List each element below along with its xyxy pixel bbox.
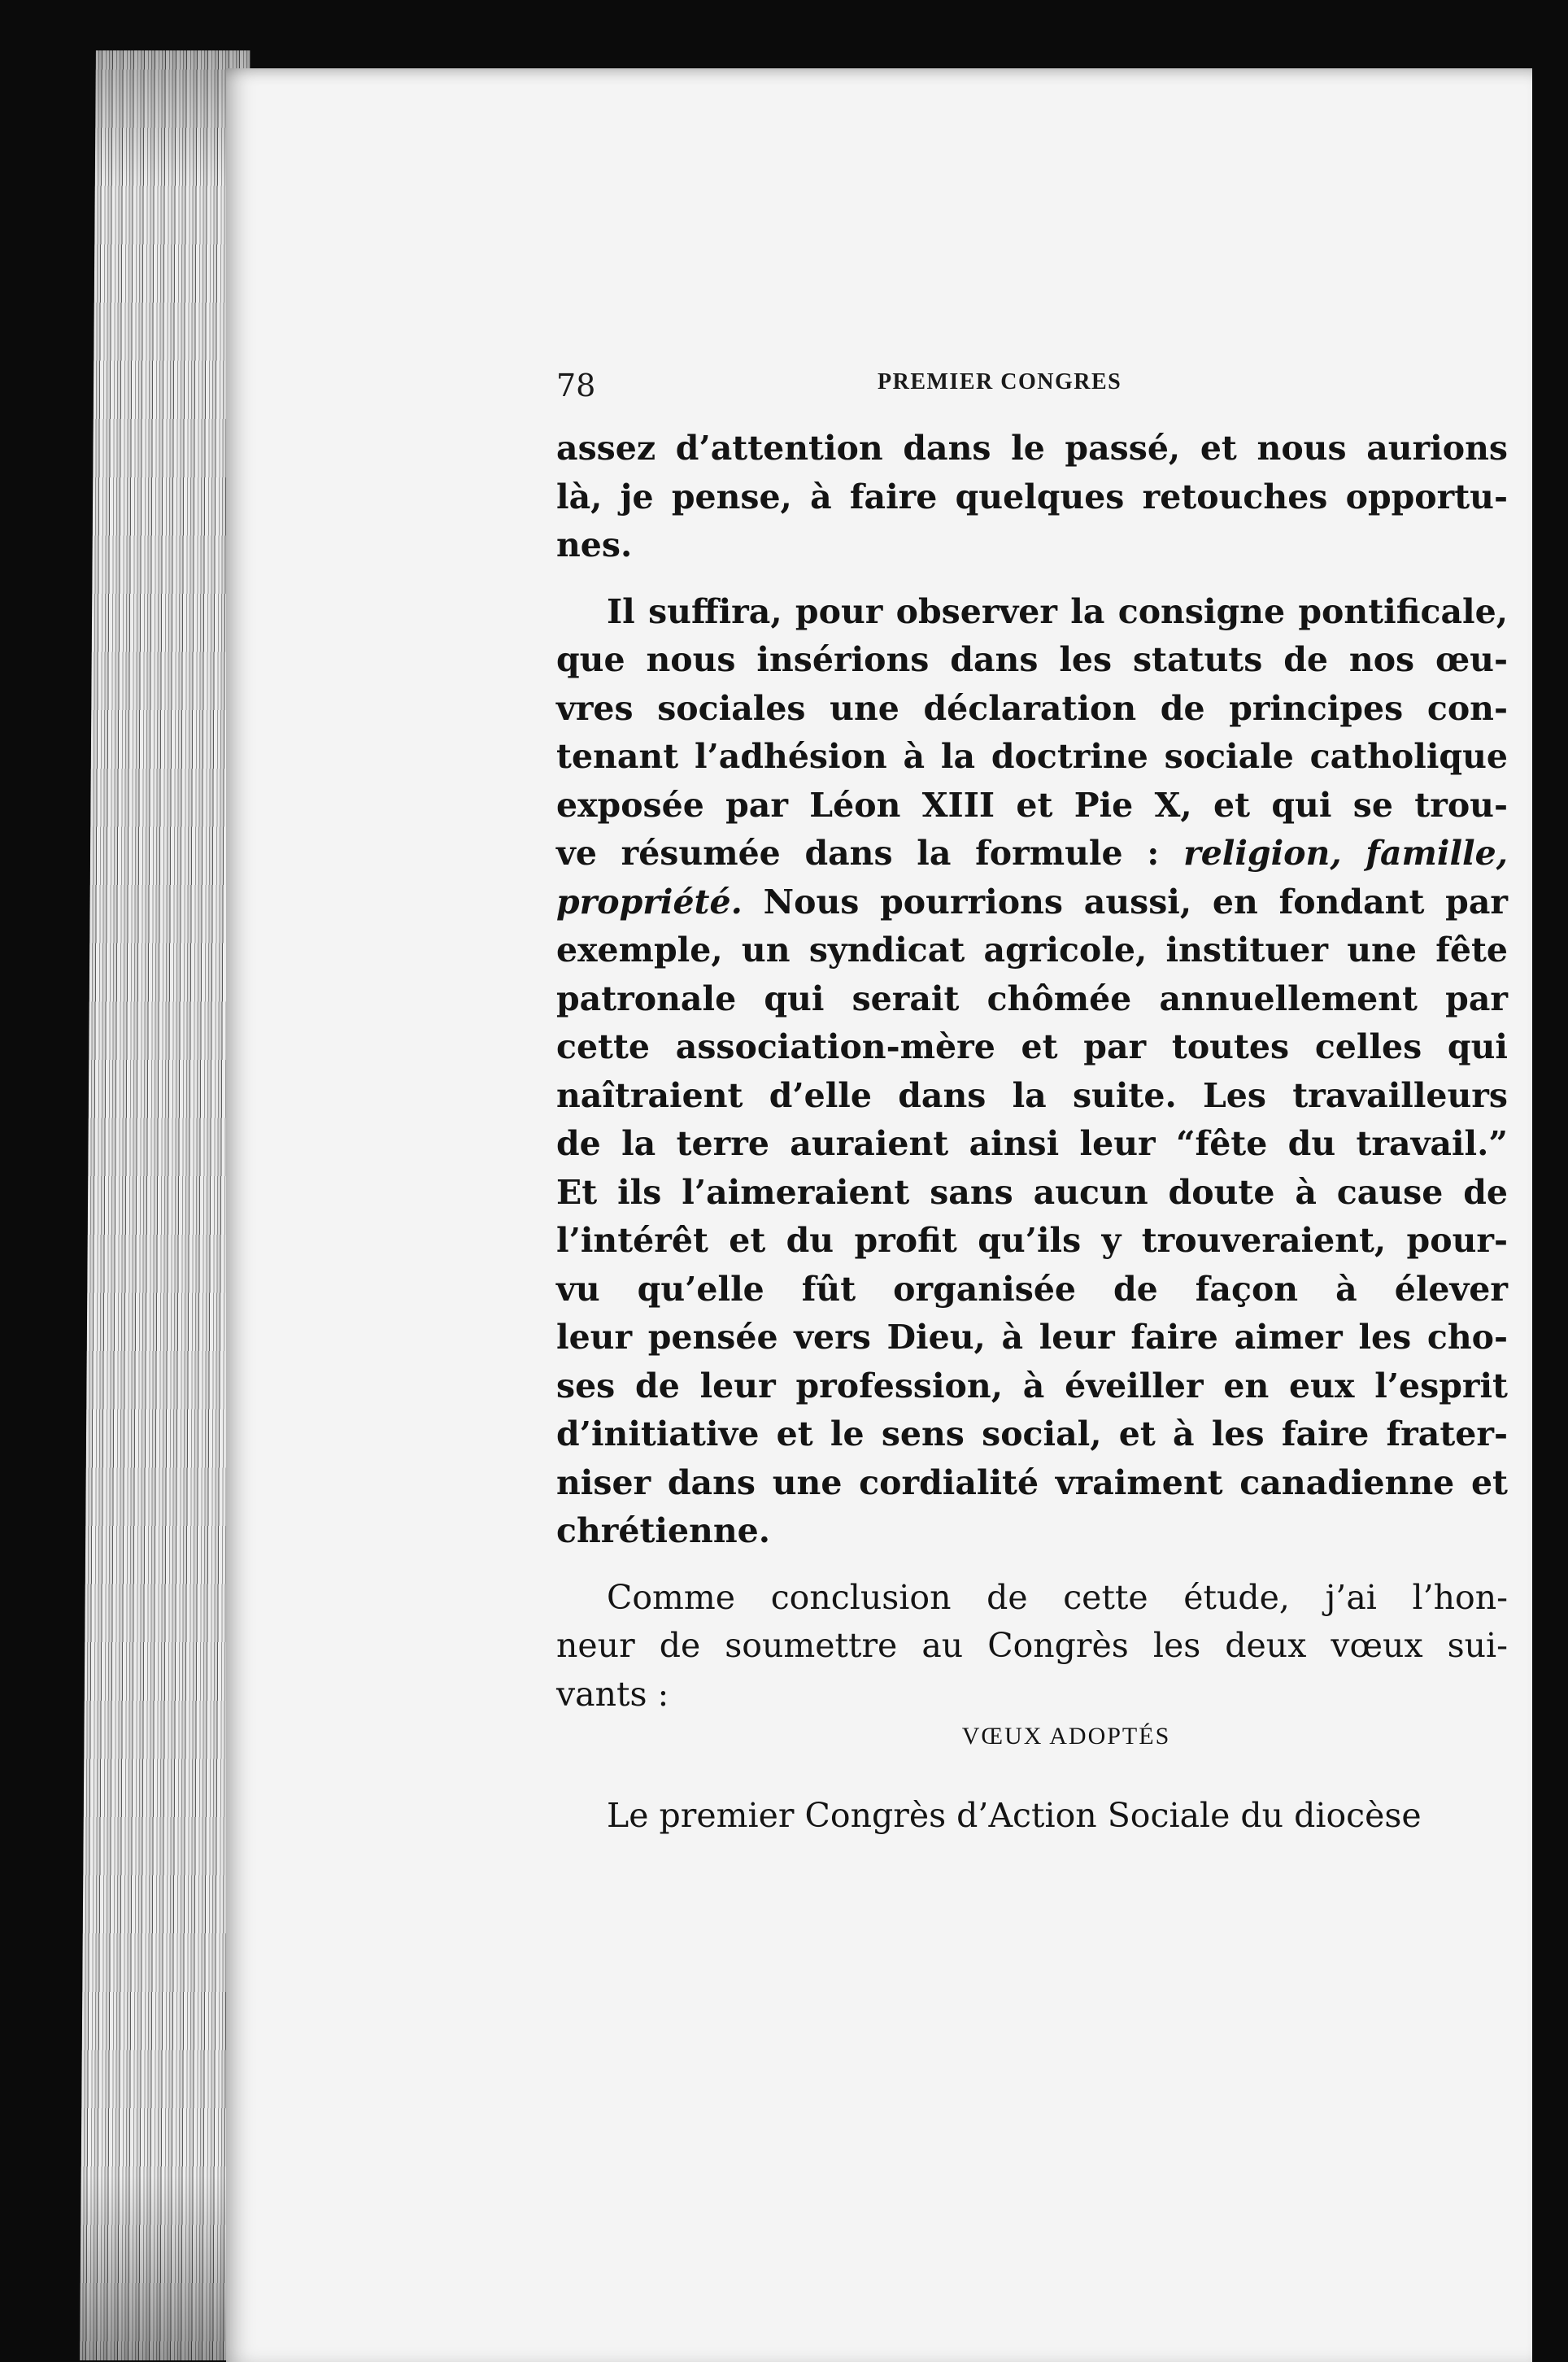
text-line: exposée par Léon XIII et Pie X, et qui se trou- (556, 785, 1508, 825)
text-line: niser dans une cordialité vraiment canadienne et (556, 1462, 1508, 1502)
text-line: que nous insérions dans les statuts de nos œu- (556, 640, 1508, 679)
text-line-mixed (556, 830, 1508, 878)
text-line: vants : (556, 1674, 669, 1714)
text-line: Comme conclusion de cette étude, j’ai l’hon- (607, 1577, 1508, 1617)
text-line: exemple, un syndicat agricole, instituer une fête (556, 930, 1508, 970)
book-page-edges (80, 50, 250, 2360)
text-line: ses de leur profession, à éveiller en eux l’esprit (556, 1366, 1508, 1405)
text-line-mixed (556, 878, 1508, 927)
text-line: Et ils l’aimeraient sans aucun doute à cause de (556, 1172, 1508, 1212)
text-line: nes. (556, 525, 633, 564)
page-number: 78 (556, 368, 596, 403)
text-line: de la terre auraient ainsi leur “fête du travail.” (556, 1124, 1508, 1163)
text-line: vres sociales une déclaration de principes con- (556, 688, 1508, 728)
text-run: Nous pourrions aussi, en fondant par (742, 882, 1508, 922)
text-line: d’initiative et le sens social, et à les faire frater- (556, 1414, 1508, 1453)
text-line: Le premier Congrès d’Action Sociale du diocèse (607, 1796, 1422, 1835)
text-line: tenant l’adhésion à la doctrine sociale catholique (556, 737, 1508, 776)
text-line: leur pensée vers Dieu, à leur faire aimer les cho- (556, 1318, 1508, 1357)
running-title: PREMIER CONGRES (878, 369, 1122, 394)
text-line: naîtraient d’elle dans la suite. Les travailleurs (556, 1075, 1508, 1115)
text-line: Il suffira, pour observer la consigne pontificale, (607, 591, 1508, 631)
text-line: l’intérêt et du profit qu’ils y trouveraient, pour- (556, 1221, 1508, 1260)
section-heading: VŒUX ADOPTÉS (961, 1723, 1171, 1750)
running-head (556, 364, 1508, 405)
text-line: là, je pense, à faire quelques retouches opportu- (556, 477, 1508, 516)
text-line: chrétienne. (556, 1511, 771, 1550)
text-line: patronale qui serait chômée annuellement par (556, 978, 1508, 1018)
text-line: cette association-mère et par toutes celles qui (556, 1027, 1508, 1066)
body-text (556, 425, 1508, 1841)
text-line: assez d’attention dans le passé, et nous aurions (556, 429, 1508, 468)
italic-run: religion, famille, (1183, 834, 1508, 873)
italic-run: propriété. (556, 882, 743, 922)
text-line: vu qu’elle fût organisée de façon à élever (556, 1269, 1508, 1309)
text-run: ve résumée dans la formule : (556, 834, 1184, 873)
text-line: neur de soumettre au Congrès les deux vœux sui- (556, 1626, 1508, 1665)
